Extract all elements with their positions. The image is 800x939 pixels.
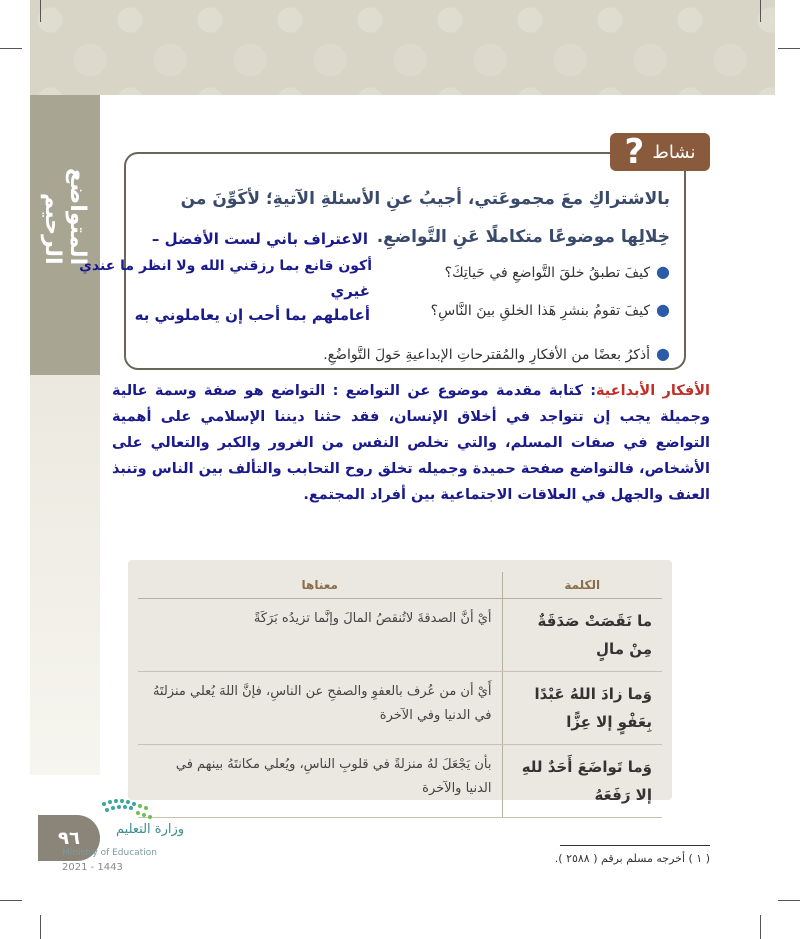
table-row: [138, 598, 662, 671]
crop-mark: [778, 900, 800, 901]
bullet-dot-icon: ●: [656, 344, 670, 363]
ideas-text: : كتابة مقدمة موضوع عن التواضع : التواضع هو صفة وسمة عالية وجميلة يجب إن تتواجد في أخلاق الإنسان، فقد حثنا ديننا الإسلامي على أهمية التواضع في صفات المسلم، والتي تخلص النفس من الغرور والكبر والتعالي على الأشخاص، فالتواضع صفحة حميدة وجميله تخلق روح التحابب والتألف بين الناس وتنبذ العنف والجهل في العلاقات الاجتماعية بين أفراد المجتمع.: [112, 383, 710, 503]
bullet-dot-icon: ●: [656, 300, 670, 319]
table-row: [138, 671, 662, 744]
handwritten-answer: أعاملهم بما أحب إن يعاملوني به: [134, 306, 370, 324]
table-cell-meaning: بأن يَجْعَلَ لهُ منزلةً في قلوبِ الناسِ، ويُعلي مكانتَهُ بينهم في الدنيا والآخرة: [138, 744, 502, 817]
activity-intro: بالاشتراكِ معَ مجموعَتي، أجيبُ عنِ الأسئلةِ الآتيةِ؛ لأكَوِّنَ من خِلالِها موضوعًا متكاملًا عَنِ التَّواضعِ.: [180, 189, 670, 247]
vocabulary-table: [138, 572, 662, 818]
table-cell-word: وَما زادَ اللهُ عَبْدًا بِعَفْوٍ إلا عِزًّا: [502, 671, 662, 744]
table-cell-meaning: أيْ أنَّ الصدقةَ لاتُنقصُ المالَ وإنَّما تزيدُه بَرَكَةً: [138, 598, 502, 671]
handwritten-answer: غيري: [330, 282, 370, 300]
column-header-meaning: معناها: [138, 572, 502, 598]
crop-mark: [40, 915, 41, 939]
ministry-logo-icon: [98, 796, 156, 822]
crop-mark: [760, 0, 761, 22]
chapter-title: المتواضع الرحيم: [40, 167, 90, 265]
handwritten-answer: أكون قانع بما رزقني الله ولا انظر ما عندي: [79, 258, 372, 274]
handwritten-answer: الاعتراف باني لست الأفضل –: [151, 230, 368, 248]
activity-label: نشاط: [652, 141, 696, 163]
top-decor-pattern: [30, 0, 775, 95]
table-cell-word: ما نَقَصَتْ صَدَقَةٌ مِنْ مالٍ: [502, 598, 662, 671]
footnote: ( ١ ) أخرجه مسلم برقم ( ٢٥٨٨ ).: [554, 852, 710, 865]
table-cell-meaning: أَيْ أن من عُرف بالعفوِ والصفحِ عن الناسِ، فإنَّ اللهَ يُعلي منزلتَهُ في الدنيا وفي الآخرة: [138, 671, 502, 744]
footnote-divider: [560, 845, 710, 846]
crop-mark: [778, 48, 800, 49]
question-mark-icon: ?: [624, 132, 645, 172]
bullet-item: ●كيفَ تقومُ بنشرِ هَذا الخلقِ بينَ النَّاسِ؟: [430, 300, 670, 319]
table-cell-word: وَما تَواضَعَ أَحَدٌ للهِ إلا رَفَعَهُ: [502, 744, 662, 817]
crop-mark: [40, 0, 41, 22]
page-number: ٩٦: [38, 815, 100, 861]
bullet-item: ●كيفَ تطبقُ خلقَ التَّواضعِ في حَياتِكَ؟: [444, 262, 670, 281]
crop-mark: [0, 900, 22, 901]
column-header-word: الكلمة: [502, 572, 662, 598]
bullet-item: ●أذكرُ بعضًا من الأفكارِ والمُقترحاتِ الإبداعيةِ حَولَ التَّواضُعِ.: [323, 344, 670, 363]
ideas-paragraph: [112, 378, 710, 508]
bullet-dot-icon: ●: [656, 262, 670, 281]
crop-mark: [760, 915, 761, 939]
ideas-label: الأفكار الأبداعية: [596, 383, 710, 399]
ministry-name: وزارة التعليم: [116, 822, 185, 837]
ministry-name-en: Ministry of Education: [62, 848, 157, 858]
activity-tag: [610, 133, 710, 171]
side-decor-lower: [30, 375, 100, 775]
crop-mark: [0, 48, 22, 49]
table-row: [138, 744, 662, 817]
edition-year: 2021 - 1443: [62, 862, 123, 873]
